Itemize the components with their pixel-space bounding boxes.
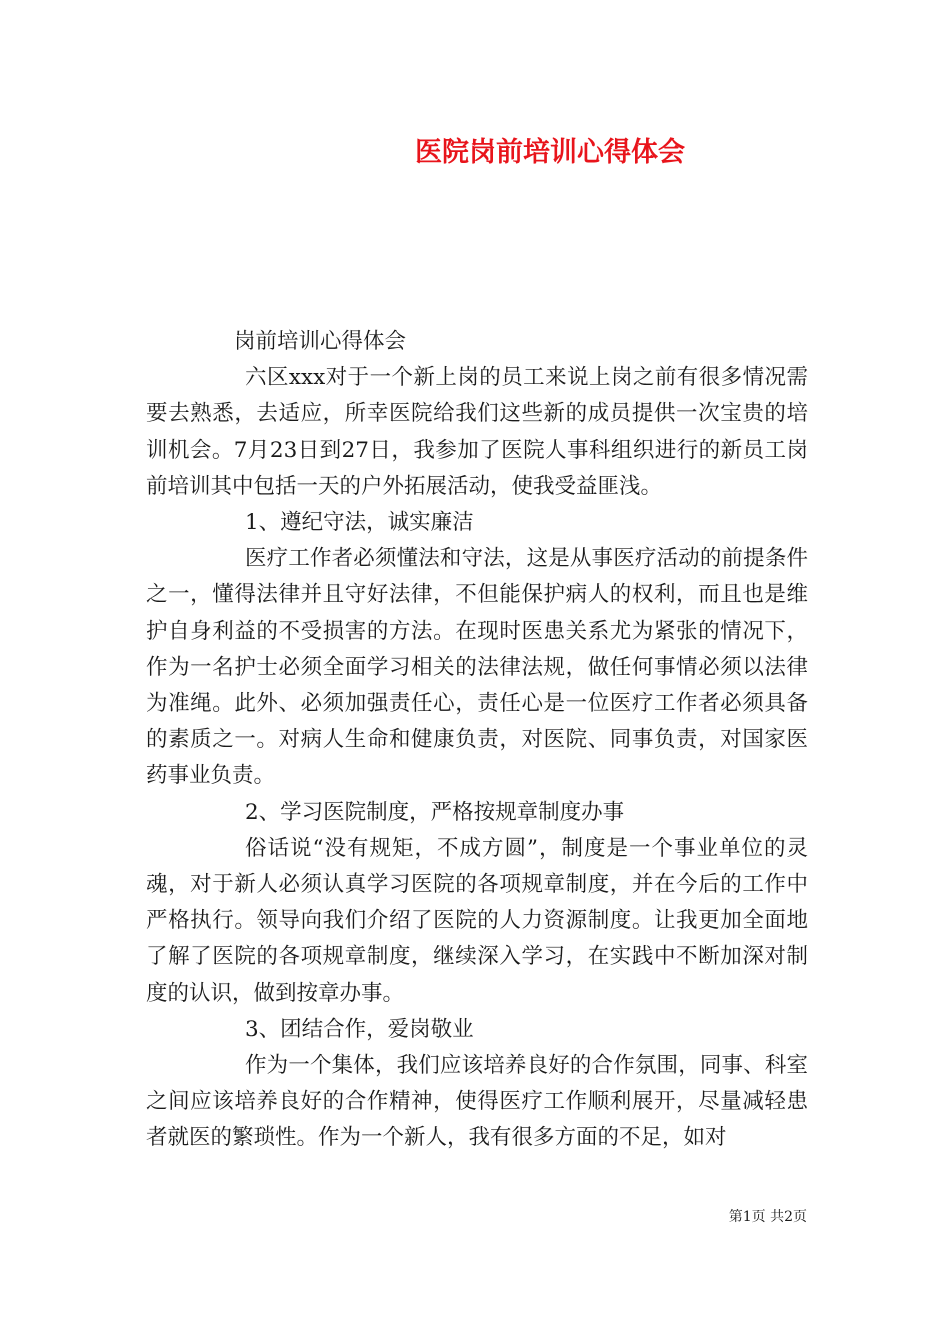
section-heading-3: 3、团结合作，爱岗敬业 bbox=[245, 1016, 474, 1042]
section-heading-1: 1、遵纪守法，诚实廉洁 bbox=[245, 510, 474, 536]
document-body bbox=[146, 324, 808, 1157]
paragraph-section-2: 俗话说“没有规矩，不成方圆”，制度是一个事业单位的灵魂，对于新人必须认真学习医院的各项规章制度，并在今后的工作中严格执行。领导向我们介绍了医院的人力资源制度。让我更加全面地了解了医院的各项规章制度，继续深入学习，在实践中不断加深对制度的认识，做到按章办事。 bbox=[146, 835, 808, 1006]
paragraph-section-3: 作为一个集体，我们应该培养良好的合作氛围，同事、科室之间应该培养良好的合作精神，使得医疗工作顺利展开，尽量减轻患者就医的繁琐性。作为一个新人，我有很多方面的不足，如对 bbox=[146, 1053, 808, 1151]
document-subtitle: 岗前培训心得体会 bbox=[234, 329, 407, 354]
paragraph-intro: 六区xxx对于一个新上岗的员工来说上岗之前有很多情况需要去熟悉，去适应，所幸医院给我们这些新的成员提供一次宝贵的培训机会。7月23日到27日，我参加了医院人事科组织进行的新员工岗前培训其中包括一天的户外拓展活动，使我受益匪浅。 bbox=[146, 365, 808, 499]
page-number-footer: 第1页 共2页 bbox=[728, 1209, 807, 1225]
page-title: 医院岗前培训心得体会 bbox=[415, 137, 685, 168]
paragraph-section-1: 医疗工作者必须懂法和守法，这是从事医疗活动的前提条件之一，懂得法律并且守好法律，不但能保护病人的权利，而且也是维护自身利益的不受损害的方法。在现时医患关系尤为紧张的情况下，作为一名护士必须全面学习相关的法律法规，做任何事情必须以法律为准绳。此外、必须加强责任心，责任心是一位医疗工作者必须具备的素质之一。对病人生命和健康负责，对医院、同事负责，对国家医药事业负责。 bbox=[146, 546, 808, 789]
section-heading-2: 2、学习医院制度，严格按规章制度办事 bbox=[245, 799, 625, 825]
